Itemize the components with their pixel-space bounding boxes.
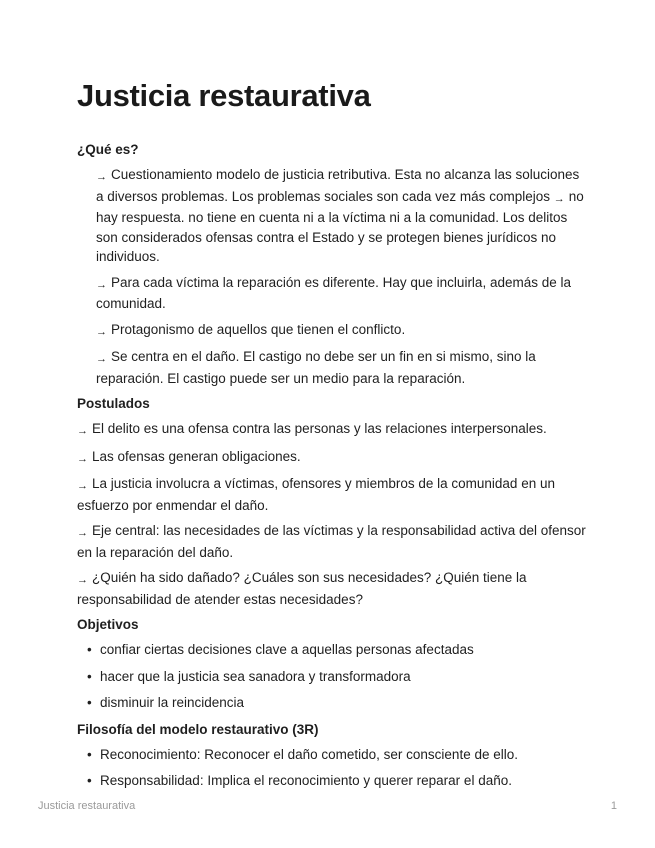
heading-que-es: ¿Qué es? (77, 142, 139, 157)
que-es-paragraph-4: → Se centra en el daño. El castigo no debe ser un fin en si mismo, sino la reparación. El castigo puede ser un medio para la reparación. (96, 349, 536, 386)
document-content (77, 140, 587, 798)
arrow-icon: → (553, 192, 565, 205)
postulado-item: → ¿Quién ha sido dañado? ¿Cuáles son sus necesidades? ¿Quién tiene la responsabilidad de atender estas necesidades? (77, 570, 527, 607)
bullet-icon: • (87, 746, 92, 762)
heading-objetivos: Objetivos (77, 617, 139, 632)
arrow-icon: → (96, 171, 107, 183)
que-es-paragraph-3: → Protagonismo de aquellos que tienen el conflicto. (77, 320, 587, 342)
objetivos-list (77, 640, 587, 713)
que-es-paragraph-2: → Para cada víctima la reparación es diferente. Hay que incluirla, además de la comunidad. (96, 274, 571, 311)
arrow-icon: → (77, 425, 88, 437)
arrow-icon: → (77, 574, 88, 586)
page-title: Justicia restaurativa (77, 78, 371, 113)
list-item: • hacer que la justicia sea sanadora y transformadora (77, 667, 587, 687)
footer-page-number: 1 (610, 800, 617, 812)
que-es-paragraph-1: → Cuestionamiento modelo de justicia retributiva. Esta no alcanza las soluciones a diversos problemas. Los problemas sociales son cada vez más complejos → no hay respuesta. no tiene en cuenta ni a la víctima ni a la comunidad. Los delitos son considerados ofensas contra el Estado y se protegen bienes jurídicos no individuos. (96, 167, 584, 264)
arrow-icon: → (77, 527, 88, 539)
list-item: • confiar ciertas decisiones clave a aquellas personas afectadas (77, 640, 587, 660)
postulado-item: → Las ofensas generan obligaciones. (77, 447, 587, 469)
bullet-icon: • (87, 773, 92, 788)
bullet-icon: • (87, 695, 92, 710)
heading-filosofia: Filosofía del modelo restaurativo (3R) (77, 721, 319, 737)
list-item: • Reconocimiento: Reconocer el daño cometido, ser consciente de ello. (77, 745, 587, 765)
heading-postulados: Postulados (77, 396, 150, 411)
list-item: • disminuir la reincidencia (77, 693, 587, 713)
arrow-icon: → (96, 278, 107, 291)
postulado-item: → Eje central: las necesidades de las víctimas y la responsabilidad activa del ofensor en la reparación del daño. (77, 523, 586, 560)
arrow-icon: → (77, 452, 88, 465)
postulado-item: → El delito es una ofensa contra las personas y las relaciones interpersonales. (77, 419, 587, 441)
bullet-icon: • (87, 642, 92, 657)
postulado-item: → La justicia involucra a víctimas, ofensores y miembros de la comunidad en un esfuerzo por enmendar el daño. (77, 476, 555, 513)
list-item: • Responsabilidad: Implica el reconocimiento y querer reparar el daño. (77, 771, 587, 791)
arrow-icon: → (96, 353, 107, 365)
footer-document-title: Justicia restaurativa (38, 800, 136, 812)
arrow-icon: → (96, 325, 107, 338)
bullet-icon: • (87, 668, 92, 684)
filosofia-list (77, 745, 587, 791)
arrow-icon: → (77, 480, 88, 492)
